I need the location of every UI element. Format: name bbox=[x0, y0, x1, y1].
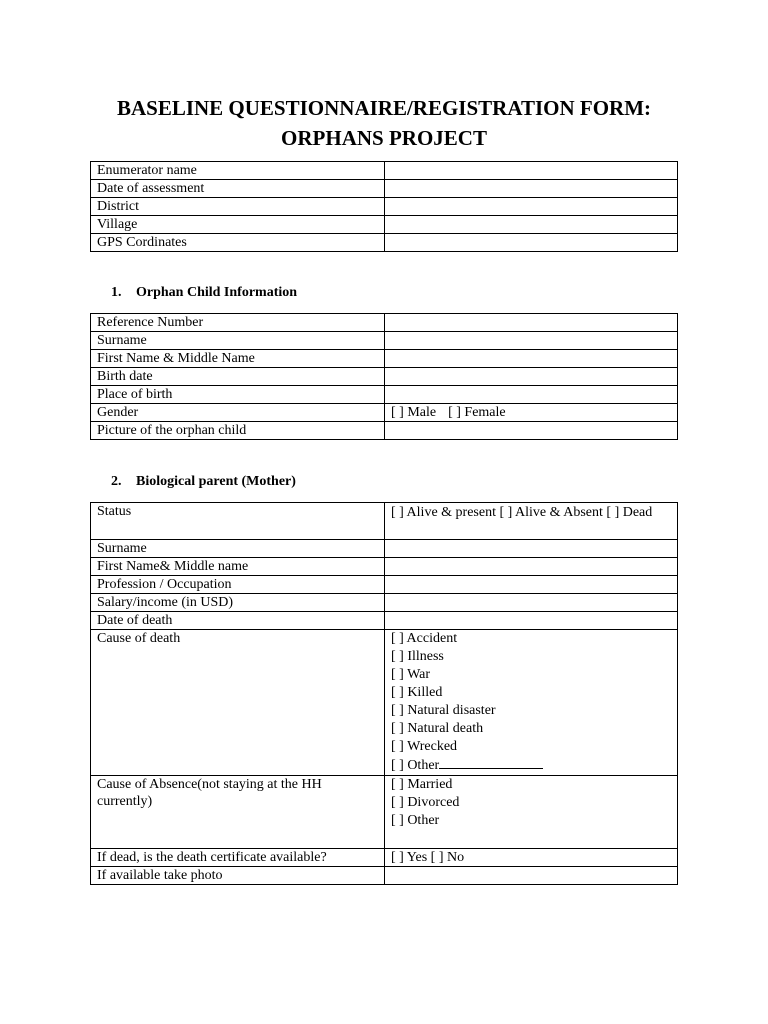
table-row bbox=[91, 612, 678, 630]
cause-killed-checkbox[interactable]: [ ] Killed bbox=[391, 685, 443, 700]
orphan-child-table bbox=[90, 313, 678, 440]
death-certificate-options[interactable]: [ ] Yes [ ] No bbox=[385, 849, 678, 867]
death-certificate-label: If dead, is the death certificate available? bbox=[91, 849, 385, 867]
place-of-birth-field[interactable] bbox=[385, 386, 678, 404]
table-row bbox=[91, 332, 678, 350]
mother-profession-field[interactable] bbox=[385, 576, 678, 594]
gender-label: Gender bbox=[91, 404, 385, 422]
cause-of-absence-label: Cause of Absence(not staying at the HH currently) bbox=[91, 776, 385, 849]
district-field[interactable] bbox=[385, 198, 678, 216]
table-row bbox=[91, 503, 678, 540]
gps-coordinates-field[interactable] bbox=[385, 234, 678, 252]
section-2-title: Biological parent (Mother) bbox=[136, 474, 296, 489]
take-photo-field[interactable] bbox=[385, 867, 678, 885]
form-title-line-1: BASELINE QUESTIONNAIRE/REGISTRATION FORM: bbox=[116, 96, 652, 120]
table-row bbox=[91, 386, 678, 404]
birth-date-label: Birth date bbox=[91, 368, 385, 386]
cause-other-checkbox[interactable]: [ ] Other bbox=[391, 758, 440, 773]
child-picture-label: Picture of the orphan child bbox=[91, 422, 385, 440]
absence-divorced-checkbox[interactable]: [ ] Divorced bbox=[391, 795, 460, 810]
cause-natural-death-checkbox[interactable]: [ ] Natural death bbox=[391, 721, 484, 736]
form-title-line-2: ORPHANS PROJECT bbox=[281, 126, 487, 150]
table-row bbox=[91, 849, 678, 867]
child-surname-label: Surname bbox=[91, 332, 385, 350]
absence-married-checkbox[interactable]: [ ] Married bbox=[391, 777, 453, 792]
table-row bbox=[91, 350, 678, 368]
absence-other-checkbox[interactable]: [ ] Other bbox=[391, 813, 440, 828]
date-of-assessment-label: Date of assessment bbox=[91, 180, 385, 198]
mother-date-of-death-label: Date of death bbox=[91, 612, 385, 630]
section-1-title: Orphan Child Information bbox=[136, 285, 298, 300]
cause-of-death-label: Cause of death bbox=[91, 630, 385, 776]
mother-date-of-death-field[interactable] bbox=[385, 612, 678, 630]
mother-status-label: Status bbox=[91, 503, 385, 540]
section-2-number: 2. bbox=[111, 474, 122, 489]
cause-other-option bbox=[391, 756, 671, 775]
enumerator-name-field[interactable] bbox=[385, 162, 678, 180]
table-row bbox=[91, 216, 678, 234]
village-field[interactable] bbox=[385, 216, 678, 234]
table-row bbox=[91, 594, 678, 612]
mother-surname-field[interactable] bbox=[385, 540, 678, 558]
table-row bbox=[91, 540, 678, 558]
section-2-heading bbox=[111, 474, 296, 490]
mother-salary-label: Salary/income (in USD) bbox=[91, 594, 385, 612]
enumerator-name-label: Enumerator name bbox=[91, 162, 385, 180]
table-row bbox=[91, 630, 678, 776]
child-surname-field[interactable] bbox=[385, 332, 678, 350]
village-label: Village bbox=[91, 216, 385, 234]
cause-illness-checkbox[interactable]: [ ] Illness bbox=[391, 649, 444, 664]
section-1-heading bbox=[111, 285, 297, 301]
table-row bbox=[91, 776, 678, 849]
table-row bbox=[91, 234, 678, 252]
table-row bbox=[91, 180, 678, 198]
general-info-table bbox=[90, 161, 678, 252]
cause-wrecked-checkbox[interactable]: [ ] Wrecked bbox=[391, 739, 458, 754]
cause-accident-checkbox[interactable]: [ ] Accident bbox=[391, 631, 458, 646]
table-row bbox=[91, 422, 678, 440]
district-label: District bbox=[91, 198, 385, 216]
child-picture-field[interactable] bbox=[385, 422, 678, 440]
cause-of-absence-options bbox=[385, 776, 678, 849]
child-first-middle-name-field[interactable] bbox=[385, 350, 678, 368]
mother-first-middle-name-label: First Name& Middle name bbox=[91, 558, 385, 576]
reference-number-label: Reference Number bbox=[91, 314, 385, 332]
mother-salary-field[interactable] bbox=[385, 594, 678, 612]
table-row bbox=[91, 576, 678, 594]
section-1-number: 1. bbox=[111, 285, 122, 300]
mother-status-options[interactable]: [ ] Alive & present [ ] Alive & Absent [ ] Dead bbox=[385, 503, 678, 540]
mother-surname-label: Surname bbox=[91, 540, 385, 558]
date-of-assessment-field[interactable] bbox=[385, 180, 678, 198]
table-row bbox=[91, 162, 678, 180]
table-row bbox=[91, 867, 678, 885]
take-photo-label: If available take photo bbox=[91, 867, 385, 885]
table-row bbox=[91, 368, 678, 386]
cause-other-blank-line[interactable] bbox=[439, 756, 543, 769]
cause-of-death-options bbox=[385, 630, 678, 776]
mother-first-middle-name-field[interactable] bbox=[385, 558, 678, 576]
gps-coordinates-label: GPS Cordinates bbox=[91, 234, 385, 252]
table-row bbox=[91, 404, 678, 422]
table-row bbox=[91, 314, 678, 332]
mother-profession-label: Profession / Occupation bbox=[91, 576, 385, 594]
gender-options bbox=[385, 404, 678, 422]
reference-number-field[interactable] bbox=[385, 314, 678, 332]
cause-natural-disaster-checkbox[interactable]: [ ] Natural disaster bbox=[391, 703, 496, 718]
child-first-middle-name-label: First Name & Middle Name bbox=[91, 350, 385, 368]
gender-female-checkbox[interactable]: [ ] Female bbox=[448, 405, 506, 420]
table-row bbox=[91, 558, 678, 576]
birth-date-field[interactable] bbox=[385, 368, 678, 386]
place-of-birth-label: Place of birth bbox=[91, 386, 385, 404]
cause-war-checkbox[interactable]: [ ] War bbox=[391, 667, 431, 682]
mother-info-table bbox=[90, 502, 678, 885]
gender-male-checkbox[interactable]: [ ] Male bbox=[391, 405, 437, 420]
table-row bbox=[91, 198, 678, 216]
